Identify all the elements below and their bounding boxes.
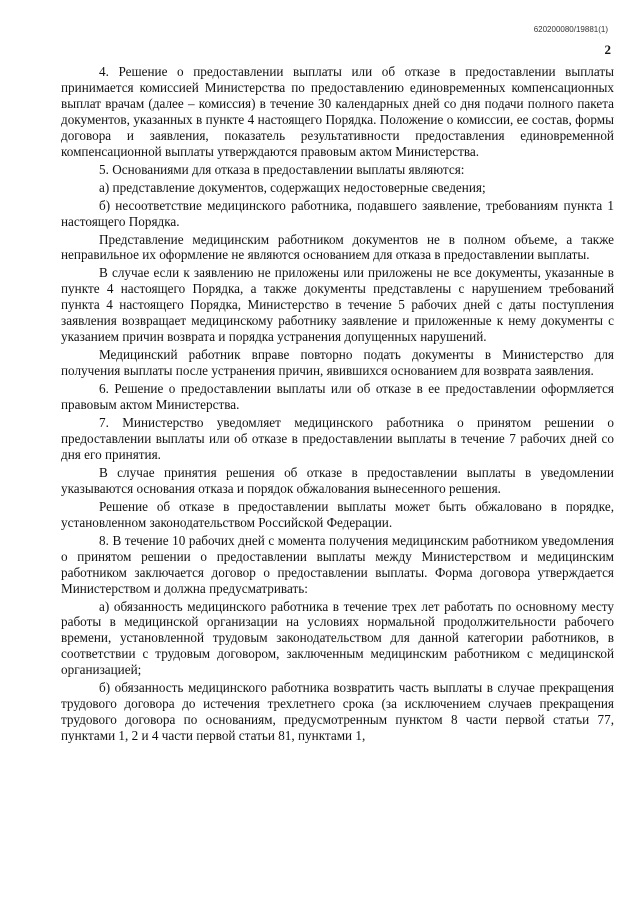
paragraph-item-8a: а) обязанность медицинского работника в течение трех лет работать по основному месту работы в медицинской организации на условиях нормальной продолжительности рабочего времени, установленной трудовым законодательством для данной категории работников, в соответствии с трудовым договором, заключенным медицинским работником с медицинской организацией;	[61, 598, 614, 678]
paragraph-item-8b: б) обязанность медицинского работника возвратить часть выплаты в случае прекращения трудового договора до истечения трехлетнего срока (за исключением случаев прекращения трудового договора по основаниям, предусмотренным пунктом 8 части первой статьи 77, пунктами 1, 2 и 4 части первой статьи 81, пунктами 1,	[61, 680, 614, 744]
paragraph-item-6: 6. Решение о предоставлении выплаты или об отказе в ее предоставлении оформляется правовым актом Министерства.	[61, 381, 614, 413]
paragraph-resubmit: Медицинский работник вправе повторно подать документы в Министерство для получения выплаты после устранения причин, явившихся основанием для возврата заявления.	[61, 347, 614, 379]
paragraph-item-8: 8. В течение 10 рабочих дней с момента получения медицинским работником уведомления о принятом решении о предоставлении выплаты между Министерством и медицинским работником заключается договор о предоставлении выплаты. Форма договора утверждается Министерством и должна предусматривать:	[61, 532, 614, 596]
paragraph-item-5b: б) несоответствие медицинского работника, подавшего заявление, требованиям пункта 1 настоящего Порядка.	[61, 197, 614, 229]
paragraph-item-5a: а) представление документов, содержащих недостоверные сведения;	[99, 179, 486, 195]
paragraph-incomplete-docs: Представление медицинским работником документов не в полном объеме, а также неправильное их оформление не являются основанием для отказа в предоставлении выплаты.	[61, 231, 614, 263]
document-body	[61, 64, 614, 746]
page-number: 2	[604, 42, 611, 57]
paragraph-item-7: 7. Министерство уведомляет медицинского работника о принятом решении о предоставлении выплаты или об отказе в предоставлении выплаты в течение 7 рабочих дней со дня его принятия.	[61, 415, 614, 462]
paragraph-item-5: 5. Основаниями для отказа в предоставлении выплаты являются:	[99, 161, 465, 177]
paragraph-appeal: Решение об отказе в предоставлении выплаты может быть обжаловано в порядке, установленном законодательством Российской Федерации.	[61, 498, 614, 530]
paragraph-return-docs: В случае если к заявлению не приложены или приложены не все документы, указанные в пункте 4 настоящего Порядка, а также документы представлены с нарушением требований пункта 4 настоящего Порядка, Министерство в течение 5 рабочих дней с даты поступления заявления возвращает медицинскому работнику заявление и приложенные к нему документы с указанием причин возврата и порядка устранения допущенных нарушений.	[61, 265, 614, 345]
paragraph-refusal-notice: В случае принятия решения об отказе в предоставлении выплаты в уведомлении указываются основания отказа и порядок обжалования вынесенного решения.	[61, 464, 614, 496]
document-id: 620200080/19881(1)	[533, 25, 608, 34]
paragraph-item-4: 4. Решение о предоставлении выплаты или об отказе в предоставлении выплаты принимается комиссией Министерства по предоставлению единовременных компенсационных выплат врачам (далее – комиссия) в течение 30 календарных дней со дня подачи полного пакета документов, указанных в пункте 4 настоящего Порядка. Положение о комиссии, ее состав, формы договора и заявления, показатель результативности предоставления единовременной компенсационной выплаты утверждаются правовым актом Министерства.	[61, 64, 614, 159]
